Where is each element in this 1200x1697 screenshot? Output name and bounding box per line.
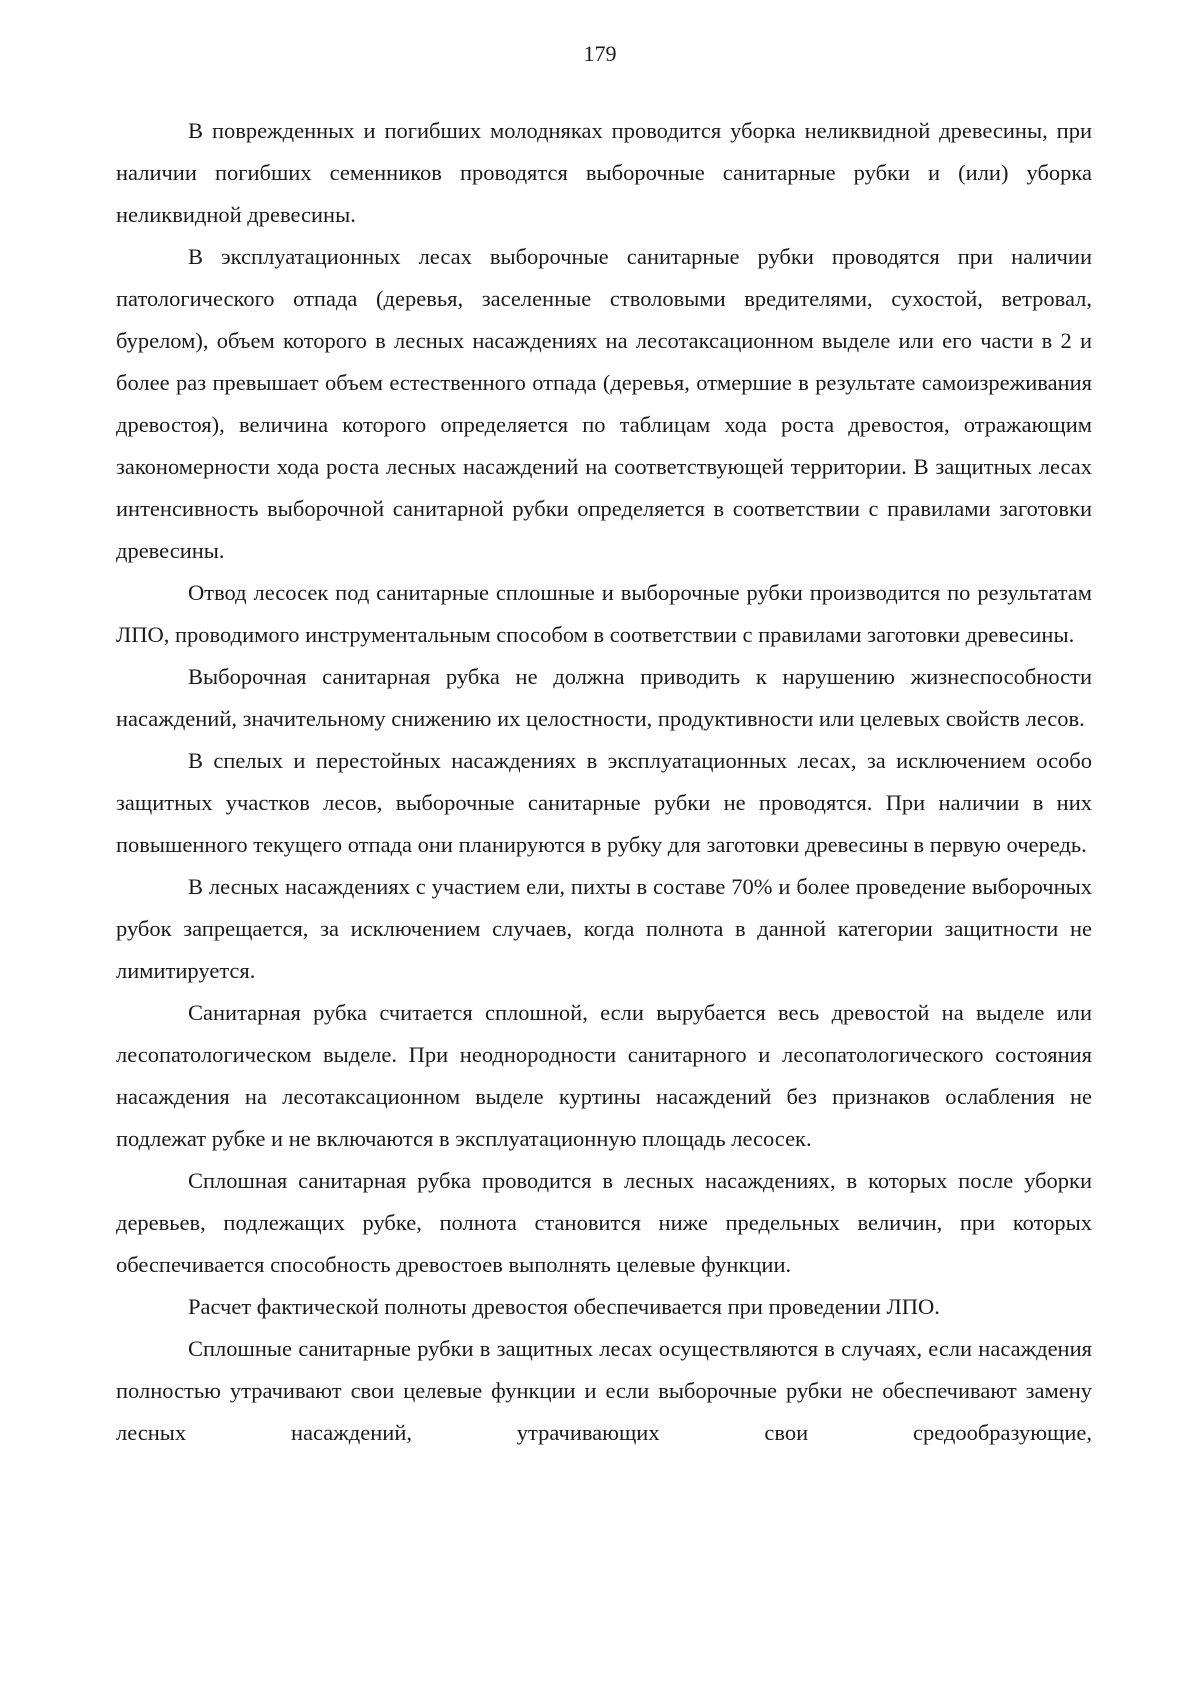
- paragraph-7: Санитарная рубка считается сплошной, если вырубается весь древостой на выделе или лесопатологическом выделе. При неоднородности санитарного и лесопатологического состояния насаждения на лесотаксационном выделе куртины насаждений без признаков ослабления не подлежат рубке и не включаются в эксплуатационную площадь лесосек.: [116, 1000, 1092, 1151]
- paragraph-10: Сплошные санитарные рубки в защитных лесах осуществляются в случаях, если насаждения полностью утрачивают свои целевые функции и если выборочные рубки не обеспечивают замену лесных насаждений, утрачивающих свои средообразующие,: [116, 1336, 1092, 1445]
- paragraph-8: Сплошная санитарная рубка проводится в лесных насаждениях, в которых после уборки деревьев, подлежащих рубке, полнота становится ниже предельных величин, при которых обеспечивается способность древостоев выполнять целевые функции.: [116, 1168, 1092, 1277]
- paragraph-5: В спелых и перестойных насаждениях в эксплуатационных лесах, за исключением особо защитных участков лесов, выборочные санитарные рубки не проводятся. При наличии в них повышенного текущего отпада они планируются в рубку для заготовки древесины в первую очередь.: [116, 748, 1092, 857]
- paragraph-6: В лесных насаждениях с участием ели, пихты в составе 70% и более проведение выборочных рубок запрещается, за исключением случаев, когда полнота в данной категории защитности не лимитируется.: [116, 874, 1092, 983]
- paragraph-1: В поврежденных и погибших молодняках проводится уборка неликвидной древесины, при наличии погибших семенников проводятся выборочные санитарные рубки и (или) уборка неликвидной древесины.: [116, 118, 1092, 227]
- paragraph-3: Отвод лесосек под санитарные сплошные и выборочные рубки производится по результатам ЛПО, проводимого инструментальным способом в соответствии с правилами заготовки древесины.: [116, 580, 1092, 647]
- paragraph-4: Выборочная санитарная рубка не должна приводить к нарушению жизнеспособности насаждений, значительному снижению их целостности, продуктивности или целевых свойств лесов.: [116, 664, 1092, 731]
- paragraph-9: Расчет фактической полноты древостоя обеспечивается при проведении ЛПО.: [188, 1294, 940, 1319]
- body-text: [116, 110, 1092, 1454]
- page-number: 179: [583, 41, 617, 66]
- paragraph-2: В эксплуатационных лесах выборочные санитарные рубки проводятся при наличии патологического отпада (деревья, заселенные стволовыми вредителями, сухостой, ветровал, бурелом), объем которого в лесных насаждениях на лесотаксационном выделе или его части в 2 и более раз превышает объем естественного отпада (деревья, отмершие в результате самоизреживания древостоя), величина которого определяется по таблицам хода роста древостоя, отражающим закономерности хода роста лесных насаждений на соответствующей территории. В защитных лесах интенсивность выборочной санитарной рубки определяется в соответствии с правилами заготовки древесины.: [116, 244, 1092, 563]
